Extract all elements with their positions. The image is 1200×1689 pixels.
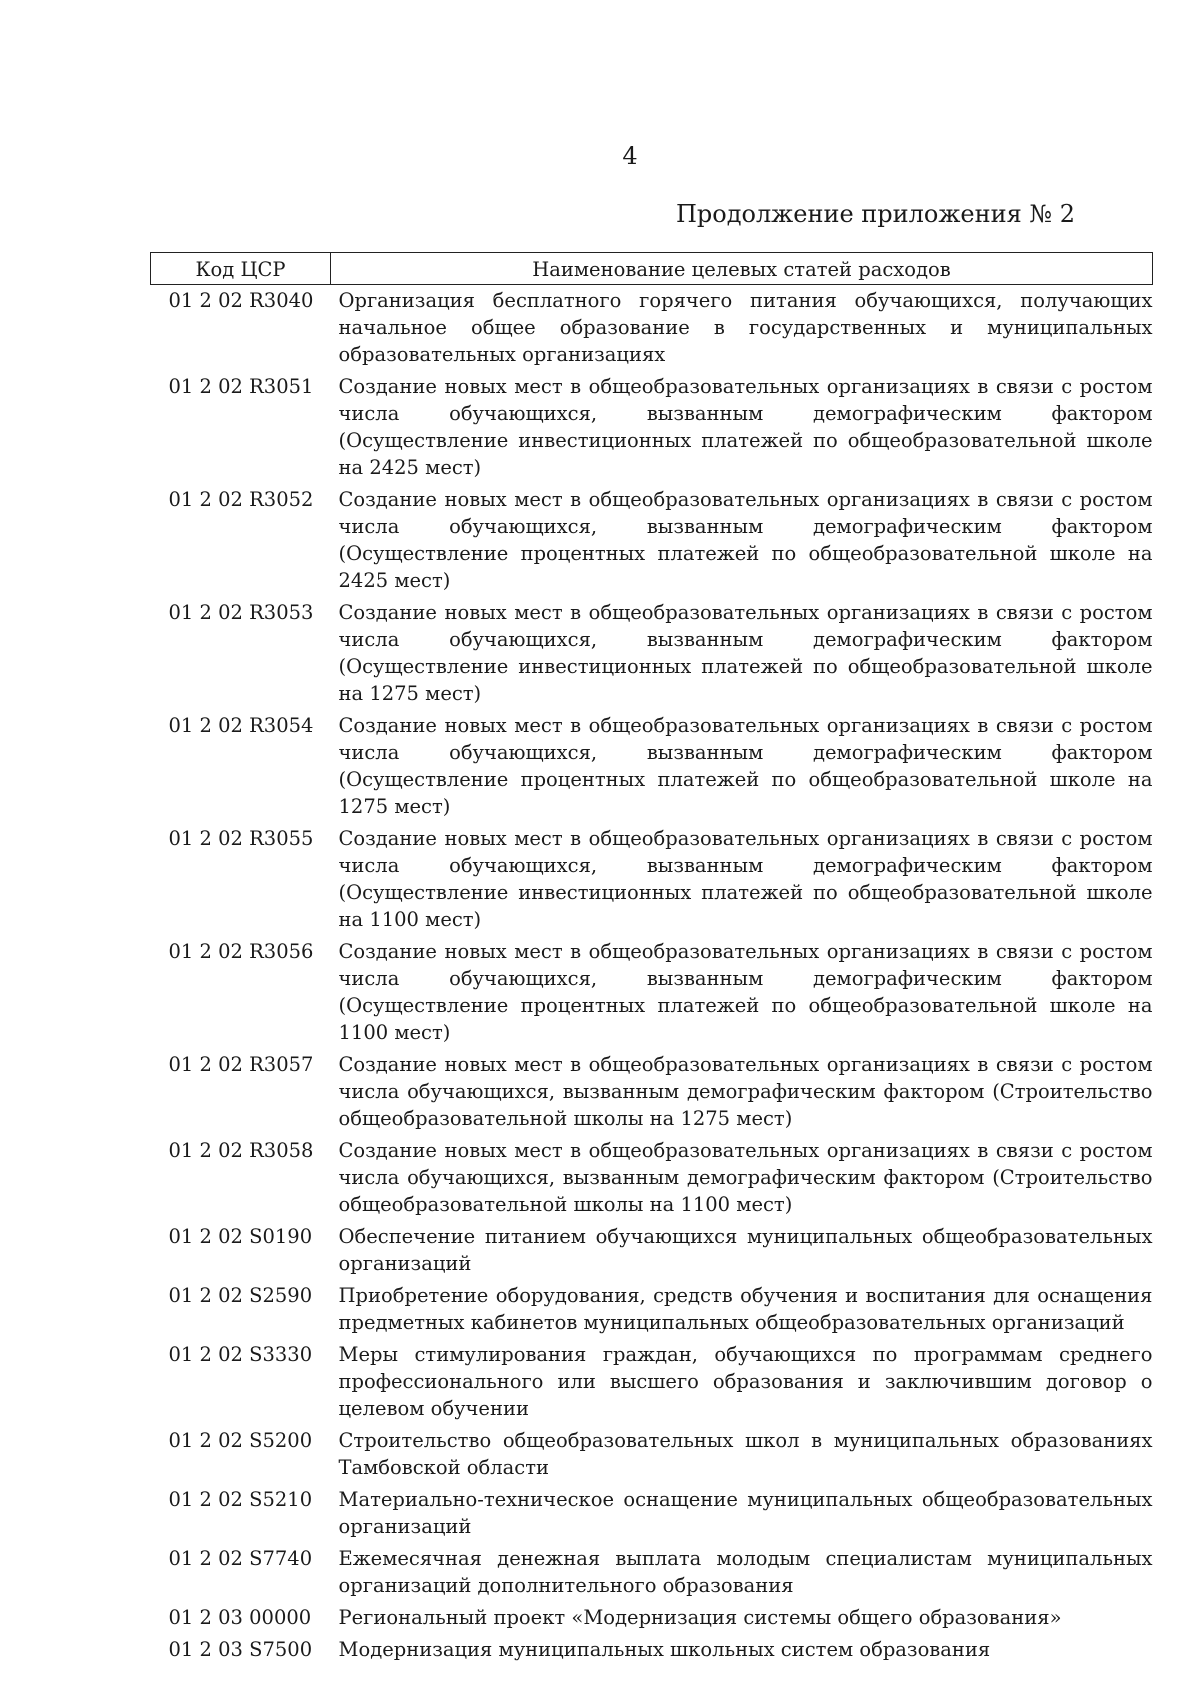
row-code: 01 2 02 S0190 xyxy=(168,1225,313,1248)
row-name: Организация бесплатного горячего питания обучающихся, получающих начальное общее образование в государственных и муниципальных образовательных организациях xyxy=(338,289,1153,366)
row-name: Приобретение оборудования, средств обучения и воспитания для оснащения предметных кабинетов муниципальных общеобразовательных организаций xyxy=(338,1284,1153,1334)
row-code: 01 2 02 S5200 xyxy=(168,1429,313,1452)
table-row xyxy=(151,936,1153,1049)
table-row xyxy=(151,1049,1153,1135)
page-number: 4 xyxy=(622,142,638,170)
table-row xyxy=(151,597,1153,710)
row-code: 01 2 02 R3057 xyxy=(168,1053,314,1076)
row-code: 01 2 02 R3054 xyxy=(168,714,314,737)
header-name: Наименование целевых статей расходов xyxy=(331,253,1153,285)
table-row xyxy=(151,1135,1153,1221)
row-name: Строительство общеобразовательных школ в муниципальных образованиях Тамбовской области xyxy=(338,1429,1153,1479)
row-code: 01 2 02 R3056 xyxy=(168,940,314,963)
row-name: Обеспечение питанием обучающихся муниципальных общеобразовательных организаций xyxy=(338,1225,1153,1275)
row-name: Создание новых мест в общеобразовательных организациях в связи с ростом числа обучающихся, вызванным демографическим фактором (Осуществление инвестиционных платежей по общеобразовательной школе на 1100 мест) xyxy=(338,827,1153,931)
row-name: Создание новых мест в общеобразовательных организациях в связи с ростом числа обучающихся, вызванным демографическим фактором (Осуществление процентных платежей по общеобразовательной школе на 1100 мест) xyxy=(338,940,1153,1044)
row-name: Создание новых мест в общеобразовательных организациях в связи с ростом числа обучающихся, вызванным демографическим фактором (Осуществление процентных платежей по общеобразовательной школе на 1275 мест) xyxy=(338,714,1153,818)
table-row xyxy=(151,371,1153,484)
row-name: Материально-техническое оснащение муниципальных общеобразовательных организаций xyxy=(338,1488,1153,1538)
table-row xyxy=(151,1425,1153,1484)
row-code: 01 2 02 S3330 xyxy=(168,1343,313,1366)
row-name: Меры стимулирования граждан, обучающихся по программам среднего профессионального или высшего образования и заключившим договор о целевом обучении xyxy=(338,1343,1153,1420)
table-row xyxy=(151,823,1153,936)
row-code: 01 2 02 R3053 xyxy=(168,601,314,624)
row-code: 01 2 02 S2590 xyxy=(168,1284,313,1307)
target-articles-table xyxy=(150,252,1153,1666)
continuation-title: Продолжение приложения № 2 xyxy=(675,200,1075,228)
table-row xyxy=(151,1339,1153,1425)
row-name: Модернизация муниципальных школьных систем образования xyxy=(338,1638,991,1661)
row-name: Создание новых мест в общеобразовательных организациях в связи с ростом числа обучающихся, вызванным демографическим фактором (Осуществление инвестиционных платежей по общеобразовательной школе на 1275 мест) xyxy=(338,601,1153,705)
row-name: Региональный проект «Модернизация системы общего образования» xyxy=(338,1606,1062,1629)
row-code: 01 2 02 R3055 xyxy=(168,827,314,850)
row-code: 01 2 02 S5210 xyxy=(168,1488,313,1511)
row-code: 01 2 02 R3058 xyxy=(168,1139,314,1162)
header-code: Код ЦСР xyxy=(151,253,331,285)
row-name: Ежемесячная денежная выплата молодым специалистам муниципальных организаций дополнительного образования xyxy=(338,1547,1153,1597)
row-code: 01 2 02 R3052 xyxy=(168,488,314,511)
table-row xyxy=(151,285,1153,372)
table-row xyxy=(151,484,1153,597)
row-code: 01 2 03 00000 xyxy=(168,1606,312,1629)
table-row xyxy=(151,1602,1153,1634)
row-name: Создание новых мест в общеобразовательных организациях в связи с ростом числа обучающихся, вызванным демографическим фактором (Строительство общеобразовательной школы на 1275 мест) xyxy=(338,1053,1153,1130)
row-name: Создание новых мест в общеобразовательных организациях в связи с ростом числа обучающихся, вызванным демографическим фактором (Осуществление инвестиционных платежей по общеобразовательной школе на 2425 мест) xyxy=(338,375,1153,479)
row-name: Создание новых мест в общеобразовательных организациях в связи с ростом числа обучающихся, вызванным демографическим фактором (Осуществление процентных платежей по общеобразовательной школе на 2425 мест) xyxy=(338,488,1153,592)
table-row xyxy=(151,710,1153,823)
table-header-row xyxy=(151,253,1153,285)
row-code: 01 2 02 R3040 xyxy=(168,289,314,312)
table-row xyxy=(151,1280,1153,1339)
table-row xyxy=(151,1543,1153,1602)
row-code: 01 2 02 S7740 xyxy=(168,1547,313,1570)
table-row xyxy=(151,1221,1153,1280)
table-body xyxy=(151,285,1153,1667)
table-row xyxy=(151,1634,1153,1666)
row-code: 01 2 03 S7500 xyxy=(168,1638,313,1661)
table-row xyxy=(151,1484,1153,1543)
row-name: Создание новых мест в общеобразовательных организациях в связи с ростом числа обучающихся, вызванным демографическим фактором (Строительство общеобразовательной школы на 1100 мест) xyxy=(338,1139,1153,1216)
row-code: 01 2 02 R3051 xyxy=(168,375,314,398)
